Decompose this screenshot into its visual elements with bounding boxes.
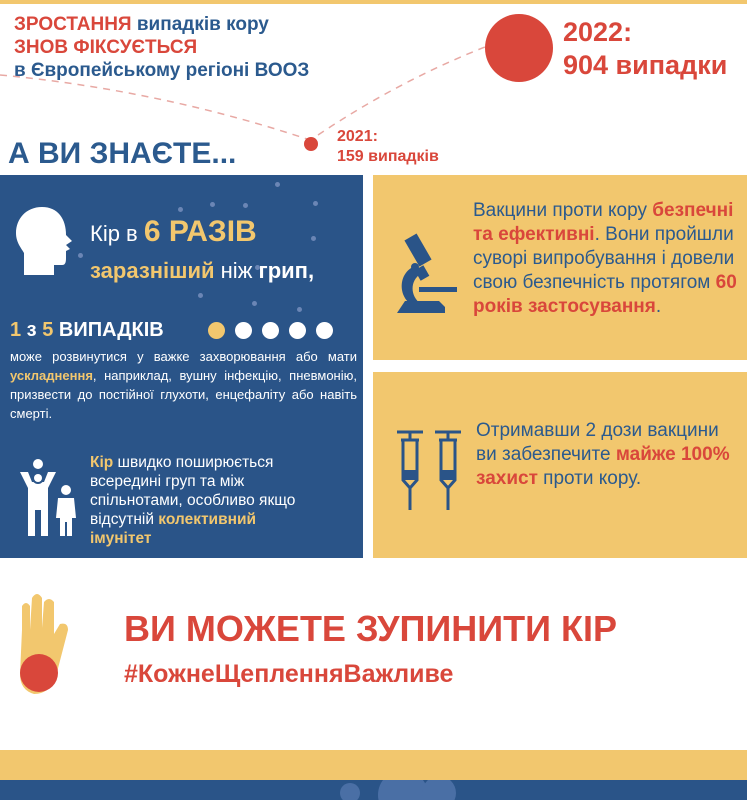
ratio-text: 1 з 5 ВИПАДКІВ	[10, 319, 164, 341]
ratio-dot	[235, 322, 252, 339]
complications-text: може розвинутися у важке захворювання або мати ускладнення, наприклад, вушну інфекцію, пневмонію, призвести до постійної глухоти, енцефаліту або навіть смерті.	[10, 349, 357, 421]
stop-hand-icon	[12, 590, 72, 700]
cta-hashtag: #КожнеЩепленняВажливе	[124, 660, 454, 688]
head-icon	[14, 205, 74, 277]
headline-again: ЗНОВ ФІКСУЄТЬСЯ	[14, 37, 198, 58]
bottom-blue-strip	[0, 780, 747, 800]
stat-2021-label: 2021:	[337, 128, 378, 145]
ratio-dot	[262, 322, 279, 339]
spread-text: Кір швидко поширюється всередині груп та між спільнотами, особливо якщо відсутній колективний імунітет	[90, 454, 296, 547]
vaccine-safety-text: Вакцини проти кору безпечні та ефективні. Вони пройшли суворі випробування і довели свою безпечність протягом 60 років застосування.	[473, 200, 737, 317]
syringes-icon	[395, 428, 465, 512]
stat-2022-value: 904 випадки	[563, 50, 728, 80]
headline-cases: випадків кору	[136, 14, 269, 35]
ratio-dot	[316, 322, 333, 339]
two-doses-panel	[373, 372, 747, 558]
cases-2022-bubble	[485, 14, 553, 82]
stat-2021	[337, 127, 439, 167]
cases-2021-bubble	[304, 137, 318, 151]
stat-2022	[563, 16, 727, 82]
facts-panel	[0, 175, 363, 558]
microscope-icon	[393, 227, 463, 317]
headline-rise: ЗРОСТАННЯ	[14, 14, 132, 35]
bottom-yellow-strip	[0, 750, 747, 780]
ratio-dot-highlighted	[208, 322, 225, 339]
two-doses-text: Отримавши 2 дози вакцини ви забезпечите майже 100% захист проти кору.	[476, 420, 730, 489]
family-icon	[18, 458, 80, 538]
headline-region: в Європейському регіоні ВООЗ	[14, 60, 310, 81]
vaccine-safety-panel	[373, 175, 747, 360]
stat-2022-label: 2022:	[563, 17, 633, 47]
cta-title: ВИ МОЖЕТЕ ЗУПИНИТИ КІР	[124, 608, 617, 649]
contagious-line1: Кір в 6 РАЗІВ	[90, 215, 257, 248]
ratio-dots	[208, 322, 333, 339]
contagious-line2: заразніший ніж грип,	[90, 258, 315, 283]
ratio-dot	[289, 322, 306, 339]
stat-2021-value: 159 випадків	[337, 148, 439, 165]
did-you-know-heading: А ВИ ЗНАЄТЕ...	[8, 137, 237, 170]
